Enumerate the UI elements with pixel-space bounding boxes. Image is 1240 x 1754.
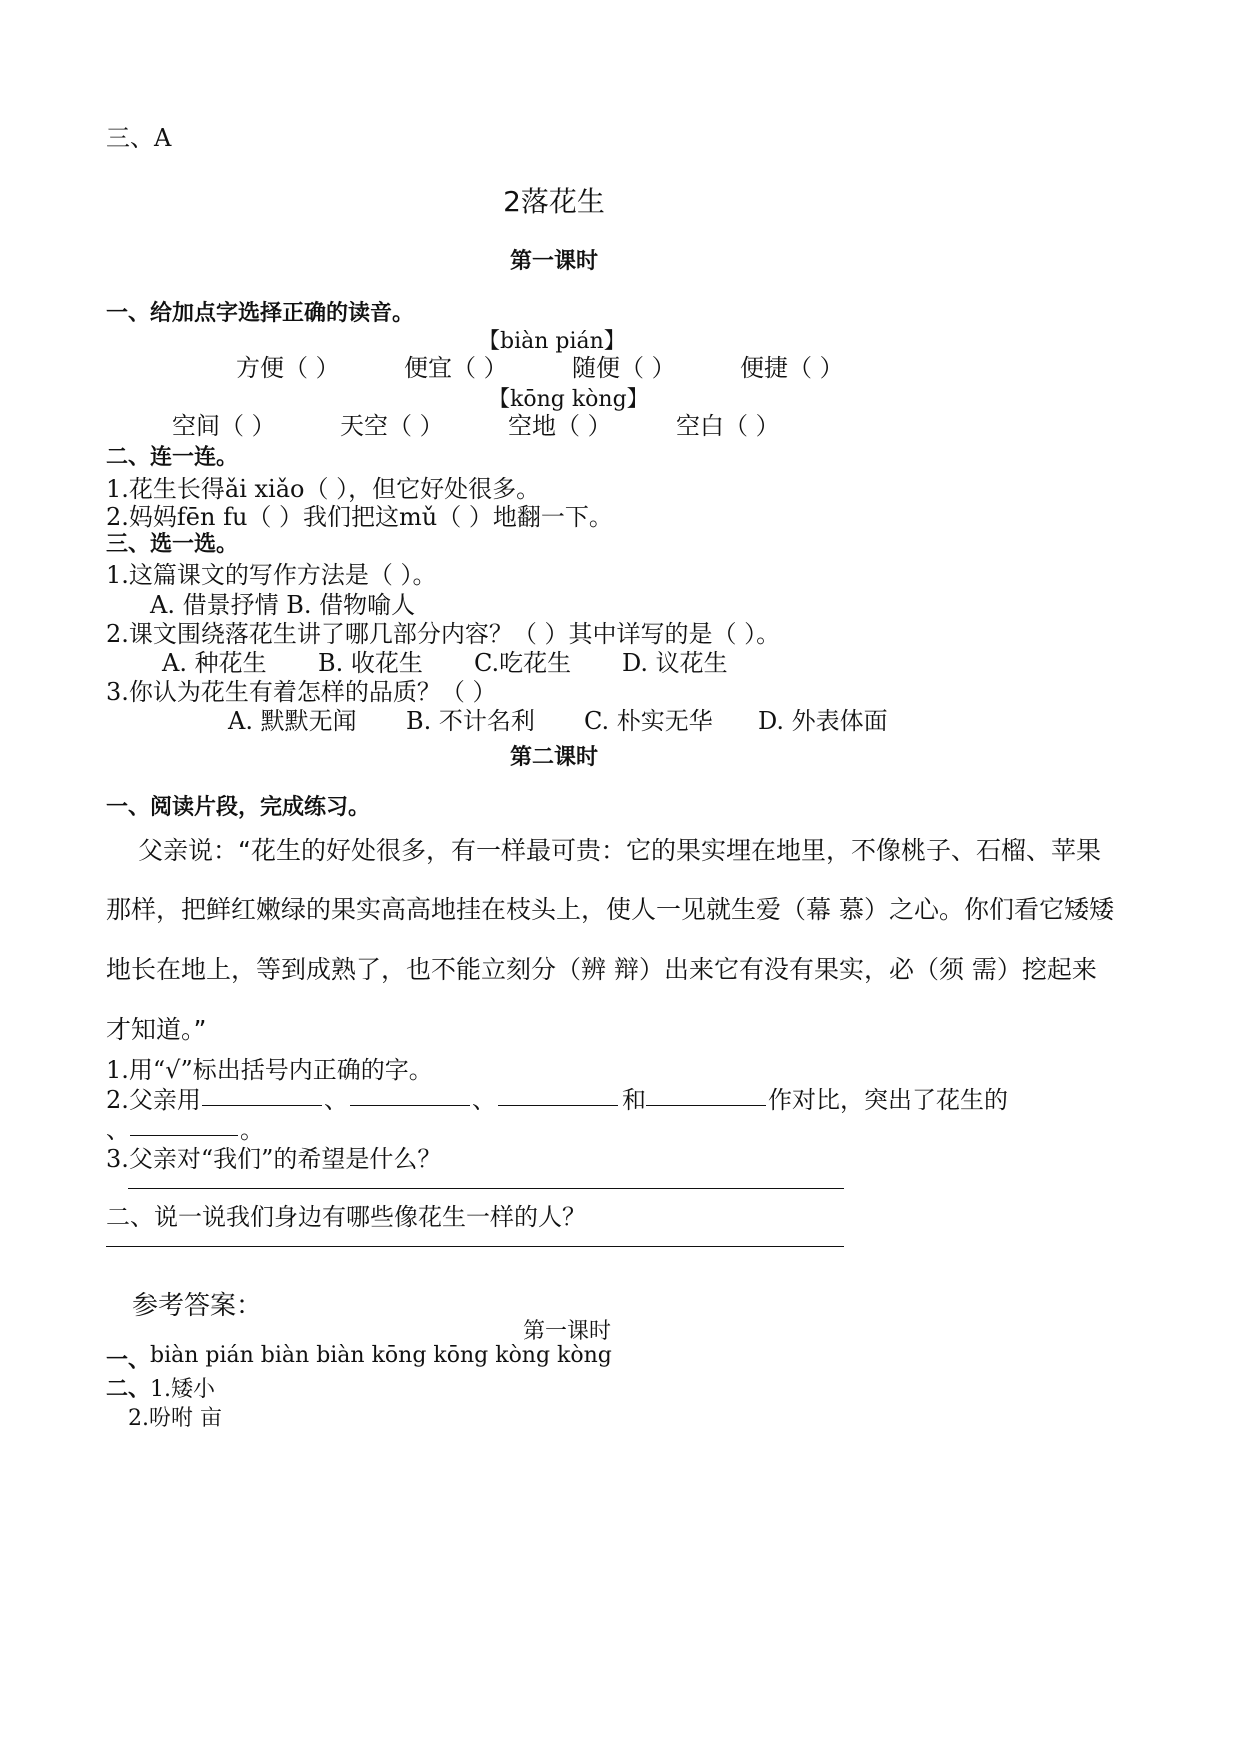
- answer-line[interactable]: [128, 1188, 844, 1189]
- passage-line-1: 父亲说：“花生的好处很多，有一样最可贵：它的果实埋在地里，不像桃子、石榴、苹果: [138, 836, 1101, 865]
- q3-item1-options: A. 借景抒情 B. 借物喻人: [150, 591, 416, 619]
- word-kongjian: 空间（ ）: [172, 412, 276, 440]
- q3-item1: 1.这篇课文的写作方法是（ ）。: [106, 561, 437, 589]
- exercise-2-prefix: 2.父亲用: [106, 1086, 201, 1114]
- passage-line-4: 才知道。”: [106, 1015, 207, 1044]
- q3-item3-option-d: D. 外表体面: [758, 707, 888, 735]
- answers-title: 参考答案：: [132, 1291, 263, 1321]
- q3-item3-option-a: A. 默默无闻: [228, 707, 357, 735]
- exercise-3: 3.父亲对“我们”的希望是什么？: [106, 1145, 442, 1173]
- answer-blank[interactable]: [202, 1105, 322, 1106]
- exercise-1: 1.用“√”标出括号内正确的字。: [106, 1056, 433, 1084]
- exercise-2-line2-end: 。: [240, 1116, 264, 1144]
- q3-item2-option-c: C.吃花生: [474, 649, 572, 677]
- word-pianyi: 便宜（ ）: [404, 354, 508, 382]
- word-bianjie: 便捷（ ）: [740, 354, 844, 382]
- answer-blank[interactable]: [498, 1105, 618, 1106]
- second-period-heading: 第二课时: [509, 745, 598, 770]
- q2-line2: 2.妈妈fēn fu（ ）我们把这mǔ（ ）地翻一下。: [106, 503, 613, 531]
- word-suibian: 随便（ ）: [572, 354, 676, 382]
- top-answer: 三、A: [106, 124, 172, 152]
- answer-2-item2: 2.吩咐 亩: [128, 1406, 222, 1431]
- q3-item2-option-a: A. 种花生: [162, 649, 267, 677]
- exercise-2-and: 和: [622, 1086, 646, 1114]
- q2-discussion: 二、说一说我们身边有哪些像花生一样的人？: [106, 1203, 586, 1231]
- q3-item3-option-c: C. 朴实无华: [584, 707, 713, 735]
- word-tiankong: 天空（ ）: [340, 412, 444, 440]
- answer-1-text: biàn pián biàn biàn kōng kōng kòng kòng: [150, 1343, 612, 1368]
- first-period-heading: 第一课时: [509, 249, 598, 274]
- word-kongdi: 空地（ ）: [508, 412, 612, 440]
- answer-blank[interactable]: [130, 1135, 238, 1136]
- exercise-2-sep: 、: [472, 1086, 496, 1114]
- passage-line-3: 地长在地上，等到成熟了，也不能立刻分（辨 辩）出来它有没有果实，必（须 需）挖起来: [106, 955, 1097, 984]
- answer-2-item1: 1.矮小: [150, 1377, 215, 1402]
- q2-line1: 1.花生长得ǎi xiǎo（ ），但它好处很多。: [106, 475, 541, 503]
- q1-title: 一、给加点字选择正确的读音。: [106, 301, 415, 326]
- word-fangbian: 方便（ ）: [236, 354, 340, 382]
- word-kongbai: 空白（ ）: [676, 412, 780, 440]
- passage-line-2: 那样，把鲜红嫩绿的果实高高地挂在枝头上，使人一见就生爱（幕 慕）之心。你们看它矮矮: [106, 895, 1114, 924]
- q2-title: 二、连一连。: [106, 445, 239, 470]
- q3-item2-option-b: B. 收花生: [318, 649, 423, 677]
- answers-period-heading: 第一课时: [523, 1319, 612, 1344]
- lesson-title: 2落花生: [503, 185, 605, 218]
- answer-line[interactable]: [106, 1246, 844, 1247]
- answer-blank[interactable]: [646, 1105, 766, 1106]
- exercise-2-line2-prefix: 、: [106, 1116, 130, 1144]
- q3-item2: 2.课文围绕落花生讲了哪几部分内容？（ ）其中详写的是（ ）。: [106, 620, 781, 648]
- reading-title: 一、阅读片段，完成练习。: [106, 795, 371, 820]
- pinyin-options-kong: 【kōng kòng】: [488, 387, 649, 412]
- answer-1-label: 一、: [106, 1348, 151, 1373]
- q3-item3: 3.你认为花生有着怎样的品质？（ ）: [106, 678, 497, 706]
- pinyin-options-bian: 【biàn pián】: [478, 329, 626, 354]
- exercise-2-suffix: 作对比，突出了花生的: [768, 1086, 1008, 1114]
- exercise-2-sep: 、: [324, 1086, 348, 1114]
- q3-item3-option-b: B. 不计名利: [406, 707, 535, 735]
- q3-item2-option-d: D. 议花生: [622, 649, 728, 677]
- answer-2-label: 二、: [106, 1377, 151, 1402]
- q3-title: 三、选一选。: [106, 532, 239, 557]
- answer-blank[interactable]: [350, 1105, 470, 1106]
